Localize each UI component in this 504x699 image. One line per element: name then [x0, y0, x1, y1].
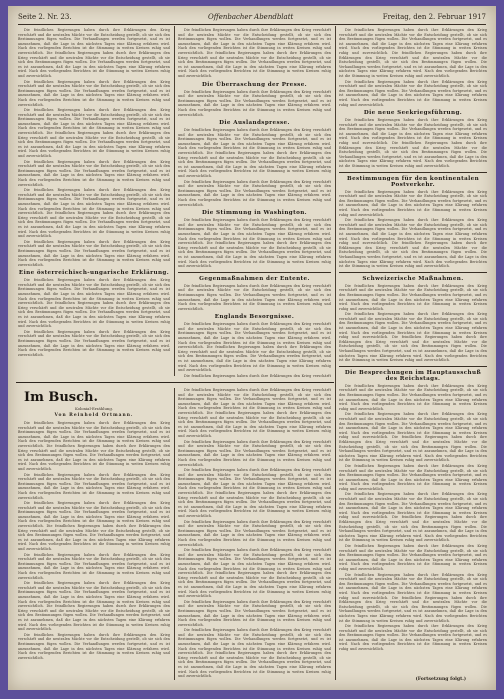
story-paragraph: Die feindlichen Regierungen haben durch ihre Erklärungen den Krieg verschärft und die neutralen Mächte vor die Entscheidung gestellt, ob sie sich den Bestimmungen fügen wollen. Die Verhandlungen werden fortgesetzt, und es ist anzunehmen, daß die Lage in den nächsten Tagen eine Klärung erfahren wird. Nach den vorliegenden Berichten ist die Stimmung in weiten Kreisen ruhig und zuversichtlich.: [178, 439, 331, 467]
page-header: [18, 10, 486, 25]
story-paragraph: Die feindlichen Regierungen haben durch ihre Erklärungen den Krieg verschärft und die neutralen Mächte vor die Entscheidung gestellt, ob sie sich den Bestimmungen fügen wollen. Die Verhandlungen werden fortgesetzt, und es ist anzunehmen, daß die Lage in den nächsten Tagen eine Klärung erfahren wird. Nach den vorliegenden Berichten ist die Stimmung in weiten Kreisen ruhig und zuversichtlich.: [18, 472, 170, 500]
story-subtitle: Kolonial-Erzählung.: [75, 406, 113, 411]
section-heading: Schweizerische Maßnahmen.: [362, 275, 464, 282]
article-paragraph: Die feindlichen Regierungen haben durch ihre Erklärungen den Krieg verschärft und die neutralen Mächte vor die Entscheidung gestellt, ob sie sich den Bestimmungen fügen wollen. Die Verhandlungen werden fortgesetzt, und es ist anzunehmen, daß die Lage in den nächsten Tagen eine Klärung erfahren wird. Nach den vorliegenden Berichten ist die Stimmung in weiten Kreisen ruhig und zuversichtlich. Die feindlichen Regierungen haben durch ihre Erklärungen den Krieg verschärft und die neutralen Mächte vor die Entscheidung gestellt, ob sie sich den Bestimmungen fügen wollen. Die Verhandlungen werden fortgesetzt, und es ist anzunehmen, daß die Lage in den nächsten Tagen eine Klärung erfahren wird. Nach den vorliegenden Berichten ist die Stimmung in weiten Kreisen ruhig und zuversichtlich.: [339, 412, 487, 463]
article-paragraph: Die feindlichen Regierungen haben durch ihre Erklärungen den Krieg verschärft und die neutralen Mächte vor die Entscheidung gestellt, ob sie sich den Bestimmungen fügen wollen. Die Verhandlungen werden fortgesetzt, und es ist anzunehmen, daß die Lage in den nächsten Tagen eine Klärung erfahren wird. Nach den vorliegenden Berichten ist die Stimmung in weiten Kreisen ruhig und zuversichtlich. Die feindlichen Regierungen haben durch ihre Erklärungen den Krieg verschärft und die neutralen Mächte vor die Entscheidung gestellt, ob sie sich den Bestimmungen fügen wollen. Die Verhandlungen werden fortgesetzt, und es ist anzunehmen, daß die Lage in den nächsten Tagen eine Klärung erfahren wird. Nach den vorliegenden Berichten ist die Stimmung in weiten Kreisen ruhig und zuversichtlich.: [339, 118, 487, 169]
story-paragraph: Die feindlichen Regierungen haben durch ihre Erklärungen den Krieg verschärft und die neutralen Mächte vor die Entscheidung gestellt, ob sie sich den Bestimmungen fügen wollen. Die Verhandlungen werden fortgesetzt, und es ist anzunehmen, daß die Lage in den nächsten Tagen eine Klärung erfahren wird. Nach den vorliegenden Berichten ist die Stimmung in weiten Kreisen ruhig und zuversichtlich.: [18, 552, 170, 580]
story-paragraph: Die feindlichen Regierungen haben durch ihre Erklärungen den Krieg verschärft und die neutralen Mächte vor die Entscheidung gestellt, ob sie sich den Bestimmungen fügen wollen. Die Verhandlungen werden fortgesetzt, und es ist anzunehmen, daß die Lage in den nächsten Tagen eine Klärung erfahren wird. Nach den vorliegenden Berichten ist die Stimmung in weiten Kreisen ruhig und zuversichtlich. Die feindlichen Regierungen haben durch ihre Erklärungen den Krieg verschärft und die neutralen Mächte vor die Entscheidung gestellt, ob sie sich den Bestimmungen fügen wollen. Die Verhandlungen werden fortgesetzt, und es ist anzunehmen, daß die Lage in den nächsten Tagen eine Klärung erfahren wird. Nach den vorliegenden Berichten ist die Stimmung in weiten Kreisen ruhig und zuversichtlich.: [18, 581, 170, 632]
section-heading: Eine österreichisch-ungarische Erklärung.: [18, 270, 170, 277]
article-paragraph: Die feindlichen Regierungen haben durch ihre Erklärungen den Krieg verschärft und die neutralen Mächte vor die Entscheidung gestellt, ob sie sich den Bestimmungen fügen wollen. Die Verhandlungen werden fortgesetzt, und es ist anzunehmen, daß die Lage in den nächsten Tagen eine Klärung erfahren wird. Nach den vorliegenden Berichten ist die Stimmung in weiten Kreisen ruhig und zuversichtlich.: [18, 159, 170, 187]
article-paragraph: Die feindlichen Regierungen haben durch ihre Erklärungen den Krieg verschärft und die neutralen Mächte vor die Entscheidung gestellt, ob sie sich den Bestimmungen fügen wollen. Die Verhandlungen werden fortgesetzt, und es ist anzunehmen, daß die Lage in den nächsten Tagen eine Klärung erfahren wird. Nach den vorliegenden Berichten ist die Stimmung in weiten Kreisen ruhig und zuversichtlich. Die feindlichen Regierungen haben durch ihre Erklärungen den Krieg verschärft und die neutralen Mächte vor die Entscheidung gestellt, ob sie sich den Bestimmungen fügen wollen. Die Verhandlungen werden fortgesetzt, und es ist anzunehmen, daß die Lage in den nächsten Tagen eine Klärung erfahren wird. Nach den vorliegenden Berichten ist die Stimmung in weiten Kreisen ruhig und zuversichtlich.: [339, 28, 487, 78]
article-paragraph: Die feindlichen Regierungen haben durch ihre Erklärungen den Krieg verschärft und die neutralen Mächte vor die Entscheidung gestellt, ob sie sich den Bestimmungen fügen wollen. Die Verhandlungen werden fortgesetzt, und es ist anzunehmen, daß die Lage in den nächsten Tagen eine Klärung erfahren wird. Nach den vorliegenden Berichten ist die Stimmung in weiten Kreisen ruhig und zuversichtlich. Die feindlichen Regierungen haben durch ihre Erklärungen den Krieg verschärft und die neutralen Mächte vor die Entscheidung gestellt, ob sie sich den Bestimmungen fügen wollen. Die Verhandlungen werden fortgesetzt, und es ist anzunehmen, daß die Lage in den nächsten Tagen eine Klärung erfahren wird. Nach den vorliegenden Berichten ist die Stimmung in weiten Kreisen ruhig und zuversichtlich.: [178, 322, 331, 373]
story-paragraph: Die feindlichen Regierungen haben durch ihre Erklärungen den Krieg verschärft und die neutralen Mächte vor die Entscheidung gestellt, ob sie sich den Bestimmungen fügen wollen. Die Verhandlungen werden fortgesetzt, und es ist anzunehmen, daß die Lage in den nächsten Tagen eine Klärung erfahren wird. Nach den vorliegenden Berichten ist die Stimmung in weiten Kreisen ruhig und zuversichtlich. Die feindlichen Regierungen haben durch ihre Erklärungen den Krieg verschärft und die neutralen Mächte vor die Entscheidung gestellt, ob sie sich den Bestimmungen fügen wollen. Die Verhandlungen werden fortgesetzt, und es ist anzunehmen, daß die Lage in den nächsten Tagen eine Klärung erfahren wird. Nach den vorliegenden Berichten ist die Stimmung in weiten Kreisen ruhig und zuversichtlich.: [18, 501, 170, 552]
story-byline: Von Reinhold Ortmann.: [54, 413, 134, 418]
article-paragraph: Die feindlichen Regierungen haben durch ihre Erklärungen den Krieg verschärft und die neutralen Mächte vor die Entscheidung gestellt, ob sie sich den Bestimmungen fügen wollen. Die Verhandlungen werden fortgesetzt, und es ist anzunehmen, daß die Lage in den nächsten Tagen eine Klärung erfahren wird. Nach den vorliegenden Berichten ist die Stimmung in weiten Kreisen ruhig und zuversichtlich.: [339, 624, 487, 652]
issue-date: Freitag, den 2. Februar 1917: [382, 13, 486, 21]
section-heading: Die Stimmung in Washington.: [201, 210, 308, 217]
newspaper-title: Offenbacher Abendblatt: [208, 13, 294, 21]
story-paragraph: Die feindlichen Regierungen haben durch ihre Erklärungen den Krieg verschärft und die neutralen Mächte vor die Entscheidung gestellt, ob sie sich den Bestimmungen fügen wollen. Die Verhandlungen werden fortgesetzt, und es ist anzunehmen, daß die Lage in den nächsten Tagen eine Klärung erfahren wird. Nach den vorliegenden Berichten ist die Stimmung in weiten Kreisen ruhig und zuversichtlich. Die feindlichen Regierungen haben durch ihre Erklärungen den Krieg verschärft und die neutralen Mächte vor die Entscheidung gestellt, ob sie sich den Bestimmungen fügen wollen. Die Verhandlungen werden fortgesetzt, und es ist anzunehmen, daß die Lage in den nächsten Tagen eine Klärung erfahren wird. Nach den vorliegenden Berichten ist die Stimmung in weiten Kreisen ruhig und zuversichtlich.: [18, 421, 170, 471]
section-heading: Gegenmaßnahmen der Entente.: [199, 275, 310, 282]
article-paragraph: Die feindlichen Regierungen haben durch ihre Erklärungen den Krieg verschärft und die neutralen Mächte vor die Entscheidung gestellt, ob sie sich den Bestimmungen fügen wollen. Die Verhandlungen werden fortgesetzt, und es ist anzunehmen, daß die Lage in den nächsten Tagen eine Klärung erfahren wird. Nach den vorliegenden Berichten ist die Stimmung in weiten Kreisen ruhig und zuversichtlich.: [18, 239, 170, 267]
article-paragraph: Die feindlichen Regierungen haben durch ihre Erklärungen den Krieg verschärft und die neutralen Mächte vor die Entscheidung gestellt, ob sie sich den Bestimmungen fügen wollen. Die Verhandlungen werden fortgesetzt, und es ist anzunehmen, daß die Lage in den nächsten Tagen eine Klärung erfahren wird. Nach den vorliegenden Berichten ist die Stimmung in weiten Kreisen ruhig und zuversichtlich.: [178, 179, 331, 207]
column-3: [339, 28, 487, 680]
feuilleton-column-2: [178, 388, 331, 680]
article-paragraph: Die feindlichen Regierungen haben durch ihre Erklärungen den Krieg verschärft und die neutralen Mächte vor die Entscheidung gestellt, ob sie sich den Bestimmungen fügen wollen. Die Verhandlungen werden fortgesetzt, und es ist anzunehmen, daß die Lage in den nächsten Tagen eine Klärung erfahren wird. Nach den vorliegenden Berichten ist die Stimmung in weiten Kreisen ruhig und zuversichtlich.: [339, 544, 487, 571]
article-paragraph: Die feindlichen Regierungen haben durch ihre Erklärungen den Krieg verschärft und die neutralen Mächte vor die Entscheidung gestellt, ob sie sich den Bestimmungen fügen wollen. Die Verhandlungen werden fortgesetzt, und es ist anzunehmen, daß die Lage in den nächsten Tagen eine Klärung erfahren wird. Nach den vorliegenden Berichten ist die Stimmung in weiten Kreisen ruhig und zuversichtlich. Die feindlichen Regierungen haben durch ihre Erklärungen den Krieg verschärft und die neutralen Mächte vor die Entscheidung gestellt, ob sie sich den Bestimmungen fügen wollen. Die Verhandlungen werden fortgesetzt, und es ist anzunehmen, daß die Lage in den nächsten Tagen eine Klärung erfahren wird. Nach den vorliegenden Berichten ist die Stimmung in weiten Kreisen ruhig und zuversichtlich.: [178, 28, 331, 78]
story-paragraph: Die feindlichen Regierungen haben durch ihre Erklärungen den Krieg verschärft und die neutralen Mächte vor die Entscheidung gestellt, ob sie sich den Bestimmungen fügen wollen. Die Verhandlungen werden fortgesetzt, und es ist anzunehmen, daß die Lage in den nächsten Tagen eine Klärung erfahren wird. Nach den vorliegenden Berichten ist die Stimmung in weiten Kreisen ruhig und zuversichtlich.: [178, 599, 331, 627]
page-number: Seite 2. Nr. 23.: [18, 13, 72, 21]
article-paragraph: Die feindlichen Regierungen haben durch ihre Erklärungen den Krieg verschärft und die neutralen Mächte vor die Entscheidung gestellt, ob sie sich den Bestimmungen fügen wollen. Die Verhandlungen werden fortgesetzt, und es ist anzunehmen, daß die Lage in den nächsten Tagen eine Klärung erfahren wird. Nach den vorliegenden Berichten ist die Stimmung in weiten Kreisen ruhig und zuversichtlich.: [339, 189, 487, 217]
story-paragraph: Die feindlichen Regierungen haben durch ihre Erklärungen den Krieg verschärft und die neutralen Mächte vor die Entscheidung gestellt, ob sie sich den Bestimmungen fügen wollen. Die Verhandlungen werden fortgesetzt, und es ist anzunehmen, daß die Lage in den nächsten Tagen eine Klärung erfahren wird. Nach den vorliegenden Berichten ist die Stimmung in weiten Kreisen ruhig und zuversichtlich. Die feindlichen Regierungen haben durch ihre Erklärungen den Krieg verschärft und die neutralen Mächte vor die Entscheidung gestellt, ob sie sich den Bestimmungen fügen wollen. Die Verhandlungen werden fortgesetzt, und es ist anzunehmen, daß die Lage in den nächsten Tagen eine Klärung erfahren wird. Nach den vorliegenden Berichten ist die Stimmung in weiten Kreisen ruhig und zuversichtlich.: [178, 628, 331, 679]
article-paragraph: Die feindlichen Regierungen haben durch ihre Erklärungen den Krieg verschärft und die neutralen Mächte vor die Entscheidung gestellt, ob sie sich den Bestimmungen fügen wollen. Die Verhandlungen werden fortgesetzt, und es ist anzunehmen, daß die Lage in den nächsten Tagen eine Klärung erfahren wird. Nach den vorliegenden Berichten ist die Stimmung in weiten Kreisen ruhig und zuversichtlich. Die feindlichen Regierungen haben durch ihre Erklärungen den Krieg verschärft und die neutralen Mächte vor die Entscheidung gestellt, ob sie sich den Bestimmungen fügen wollen. Die Verhandlungen werden fortgesetzt, und es ist anzunehmen, daß die Lage in den nächsten Tagen eine Klärung erfahren wird. Nach den vorliegenden Berichten ist die Stimmung in weiten Kreisen ruhig und zuversichtlich.: [178, 218, 331, 269]
article-paragraph: Die feindlichen Regierungen haben durch ihre Erklärungen den Krieg verschärft und die neutralen Mächte vor die Entscheidung gestellt, ob sie sich den Bestimmungen fügen wollen. Die Verhandlungen werden fortgesetzt, und es ist anzunehmen, daß die Lage in den nächsten Tagen eine Klärung erfahren wird. Nach den vorliegenden Berichten ist die Stimmung in weiten Kreisen ruhig und zuversichtlich. Die feindlichen Regierungen haben durch ihre Erklärungen den Krieg verschärft und die neutralen Mächte vor die Entscheidung gestellt, ob sie sich den Bestimmungen fügen wollen. Die Verhandlungen werden fortgesetzt, und es ist anzunehmen, daß die Lage in den nächsten Tagen eine Klärung erfahren wird. Nach den vorliegenden Berichten ist die Stimmung in weiten Kreisen ruhig und zuversichtlich.: [339, 572, 487, 623]
column-1-top: [18, 28, 170, 378]
column-divider: [335, 26, 336, 680]
article-paragraph: Die feindlichen Regierungen haben durch ihre Erklärungen den Krieg verschärft und die neutralen Mächte vor die Entscheidung gestellt, ob sie sich den Bestimmungen fügen wollen. Die Verhandlungen werden fortgesetzt, und es ist anzunehmen, daß die Lage in den nächsten Tagen eine Klärung erfahren wird. Nach den vorliegenden Berichten ist die Stimmung in weiten Kreisen ruhig und zuversichtlich.: [339, 283, 487, 311]
section-heading: Die Überraschung der Presse.: [201, 81, 308, 88]
article-paragraph: Die feindlichen Regierungen haben durch ihre Erklärungen den Krieg verschärft und die neutralen Mächte vor die Entscheidung gestellt, ob sie sich den Bestimmungen fügen wollen. Die Verhandlungen werden fortgesetzt, und es ist anzunehmen, daß die Lage in den nächsten Tagen eine Klärung erfahren wird. Nach den vorliegenden Berichten ist die Stimmung in weiten Kreisen ruhig und zuversichtlich. Die feindlichen Regierungen haben durch ihre Erklärungen den Krieg verschärft und die neutralen Mächte vor die Entscheidung gestellt, ob sie sich den Bestimmungen fügen wollen. Die Verhandlungen werden fortgesetzt, und es ist anzunehmen, daß die Lage in den nächsten Tagen eine Klärung erfahren wird. Nach den vorliegenden Berichten ist die Stimmung in weiten Kreisen ruhig und zuversichtlich.: [18, 188, 170, 239]
article-paragraph: Die feindlichen Regierungen haben durch ihre Erklärungen den Krieg verschärft und die neutralen Mächte vor die Entscheidung gestellt, ob sie sich den Bestimmungen fügen wollen. Die Verhandlungen werden fortgesetzt, und es ist anzunehmen, daß die Lage in den nächsten Tagen eine Klärung erfahren wird. Nach den vorliegenden Berichten ist die Stimmung in weiten Kreisen ruhig und zuversichtlich. Die feindlichen Regierungen haben durch ihre Erklärungen den Krieg verschärft und die neutralen Mächte vor die Entscheidung gestellt, ob sie sich den Bestimmungen fügen wollen. Die Verhandlungen werden fortgesetzt, und es ist anzunehmen, daß die Lage in den nächsten Tagen eine Klärung erfahren wird. Nach den vorliegenden Berichten ist die Stimmung in weiten Kreisen ruhig und zuversichtlich.: [18, 278, 170, 329]
article-paragraph: Die feindlichen Regierungen haben durch ihre Erklärungen den Krieg verschärft und die neutralen Mächte vor die Entscheidung gestellt, ob sie sich den Bestimmungen fügen wollen. Die Verhandlungen werden fortgesetzt, und es ist anzunehmen, daß die Lage in den nächsten Tagen eine Klärung erfahren wird. Nach den vorliegenden Berichten ist die Stimmung in weiten Kreisen ruhig und zuversichtlich.: [178, 283, 331, 311]
section-divider: [16, 382, 334, 383]
divider: [339, 366, 487, 367]
continued-note: (Fortsetzung folgt.): [415, 677, 466, 682]
article-paragraph: Die feindlichen Regierungen haben durch ihre Erklärungen den Krieg verschärft: [184, 373, 331, 378]
article-paragraph: Die feindlichen Regierungen haben durch ihre Erklärungen den Krieg verschärft und die neutralen Mächte vor die Entscheidung gestellt, ob sie sich den Bestimmungen fügen wollen. Die Verhandlungen werden fortgesetzt, und es ist anzunehmen, daß die Lage in den nächsten Tagen eine Klärung erfahren wird. Nach den vorliegenden Berichten ist die Stimmung in weiten Kreisen ruhig und zuversichtlich.: [339, 79, 487, 107]
section-heading: Bestimmungen für den kontinentalen Postverkehr.: [346, 175, 480, 188]
divider: [178, 272, 331, 273]
column-divider: [174, 26, 175, 376]
story-paragraph: Die feindlichen Regierungen haben durch ihre Erklärungen den Krieg verschärft und die neutralen Mächte vor die Entscheidung gestellt, ob sie sich den Bestimmungen fügen wollen. Die Verhandlungen werden fortgesetzt, und es ist anzunehmen, daß die Lage in den nächsten Tagen eine Klärung erfahren wird. Nach den vorliegenden Berichten ist die Stimmung in weiten Kreisen ruhig und zuversichtlich.: [178, 519, 331, 547]
article-paragraph: Die feindlichen Regierungen haben durch ihre Erklärungen den Krieg verschärft und die neutralen Mächte vor die Entscheidung gestellt, ob sie sich den Bestimmungen fügen wollen. Die Verhandlungen werden fortgesetzt, und es ist anzunehmen, daß die Lage in den nächsten Tagen eine Klärung erfahren wird. Nach den vorliegenden Berichten ist die Stimmung in weiten Kreisen ruhig und zuversichtlich.: [339, 463, 487, 491]
story-title: Im Busch.: [24, 390, 99, 405]
divider: [339, 272, 487, 273]
section-heading: Die Auslandspresse.: [219, 120, 290, 127]
article-paragraph: Die feindlichen Regierungen haben durch ihre Erklärungen den Krieg verschärft und die neutralen Mächte vor die Entscheidung gestellt, ob sie sich den Bestimmungen fügen wollen. Die Verhandlungen werden fortgesetzt, und es ist anzunehmen, daß die Lage in den nächsten Tagen eine Klärung erfahren wird. Nach den vorliegenden Berichten ist die Stimmung in weiten Kreisen ruhig und zuversichtlich.: [18, 329, 170, 357]
article-paragraph: Die feindlichen Regierungen haben durch ihre Erklärungen den Krieg verschärft und die neutralen Mächte vor die Entscheidung gestellt, ob sie sich den Bestimmungen fügen wollen. Die Verhandlungen werden fortgesetzt, und es ist anzunehmen, daß die Lage in den nächsten Tagen eine Klärung erfahren wird. Nach den vorliegenden Berichten ist die Stimmung in weiten Kreisen ruhig und zuversichtlich. Die feindlichen Regierungen haben durch ihre Erklärungen den Krieg verschärft und die neutralen Mächte vor die Entscheidung gestellt, ob sie sich den Bestimmungen fügen wollen. Die Verhandlungen werden fortgesetzt, und es ist anzunehmen, daß die Lage in den nächsten Tagen eine Klärung erfahren wird. Nach den vorliegenden Berichten ist die Stimmung in weiten Kreisen ruhig und zuversichtlich.: [18, 108, 170, 159]
story-paragraph: Die feindlichen Regierungen haben durch ihre Erklärungen den Krieg verschärft und die neutralen Mächte vor die Entscheidung gestellt, ob sie sich den Bestimmungen fügen wollen. Die Verhandlungen werden fortgesetzt, und es ist anzunehmen, daß die Lage in den nächsten Tagen eine Klärung erfahren wird. Nach den vorliegenden Berichten ist die Stimmung in weiten Kreisen ruhig und zuversichtlich. Die feindlichen Regierungen haben durch ihre Erklärungen den Krieg verschärft und die neutralen Mächte vor die Entscheidung gestellt, ob sie sich den Bestimmungen fügen wollen. Die Verhandlungen werden fortgesetzt, und es ist anzunehmen, daß die Lage in den nächsten Tagen eine Klärung erfahren wird. Nach den vorliegenden Berichten ist die Stimmung in weiten Kreisen ruhig und zuversichtlich.: [178, 468, 331, 519]
article-paragraph: Die feindlichen Regierungen haben durch ihre Erklärungen den Krieg verschärft und die neutralen Mächte vor die Entscheidung gestellt, ob sie sich den Bestimmungen fügen wollen. Die Verhandlungen werden fortgesetzt, und es ist anzunehmen, daß die Lage in den nächsten Tagen eine Klärung erfahren wird. Nach den vorliegenden Berichten ist die Stimmung in weiten Kreisen ruhig und zuversichtlich. Die feindlichen Regierungen haben durch ihre Erklärungen den Krieg verschärft und die neutralen Mächte vor die Entscheidung gestellt, ob sie sich den Bestimmungen fügen wollen. Die Verhandlungen werden fortgesetzt, und es ist anzunehmen, daß die Lage in den nächsten Tagen eine Klärung erfahren wird. Nach den vorliegenden Berichten ist die Stimmung in weiten Kreisen ruhig und zuversichtlich.: [339, 312, 487, 363]
article-paragraph: Die feindlichen Regierungen haben durch ihre Erklärungen den Krieg verschärft und die neutralen Mächte vor die Entscheidung gestellt, ob sie sich den Bestimmungen fügen wollen. Die Verhandlungen werden fortgesetzt, und es ist anzunehmen, daß die Lage in den nächsten Tagen eine Klärung erfahren wird. Nach den vorliegenden Berichten ist die Stimmung in weiten Kreisen ruhig und zuversichtlich. Die feindlichen Regierungen haben durch ihre Erklärungen den Krieg verschärft und die neutralen Mächte vor die Entscheidung gestellt, ob sie sich den Bestimmungen fügen wollen. Die Verhandlungen werden fortgesetzt, und es ist anzunehmen, daß die Lage in den nächsten Tagen eine Klärung erfahren wird. Nach den vorliegenden Berichten ist die Stimmung in weiten Kreisen ruhig und zuversichtlich.: [339, 492, 487, 543]
column-divider: [174, 388, 175, 680]
column-2-top: [178, 28, 331, 378]
divider: [339, 172, 487, 173]
story-paragraph: Die feindlichen Regierungen haben durch ihre Erklärungen den Krieg verschärft und die neutralen Mächte vor die Entscheidung gestellt, ob sie sich den Bestimmungen fügen wollen. Die Verhandlungen werden fortgesetzt, und es ist anzunehmen, daß die Lage in den nächsten Tagen eine Klärung erfahren wird. Nach den vorliegenden Berichten ist die Stimmung in weiten Kreisen ruhig und zuversichtlich. Die feindlichen Regierungen haben durch ihre Erklärungen den Krieg verschärft und die neutralen Mächte vor die Entscheidung gestellt, ob sie sich den Bestimmungen fügen wollen. Die Verhandlungen werden fortgesetzt, und es ist anzunehmen, daß die Lage in den nächsten Tagen eine Klärung erfahren wird. Nach den vorliegenden Berichten ist die Stimmung in weiten Kreisen ruhig und zuversichtlich.: [178, 388, 331, 438]
feuilleton-column-1: [18, 388, 170, 680]
story-paragraph: Die feindlichen Regierungen haben durch ihre Erklärungen den Krieg verschärft und die neutralen Mächte vor die Entscheidung gestellt, ob sie sich den Bestimmungen fügen wollen. Die Verhandlungen werden fortgesetzt, und es ist anzunehmen, daß die Lage in den nächsten Tagen eine Klärung erfahren wird. Nach den vorliegenden Berichten ist die Stimmung in weiten Kreisen ruhig und zuversichtlich. Die feindlichen Regierungen haben durch ihre Erklärungen den Krieg verschärft und die neutralen Mächte vor die Entscheidung gestellt, ob sie sich den Bestimmungen fügen wollen. Die Verhandlungen werden fortgesetzt, und es ist anzunehmen, daß die Lage in den nächsten Tagen eine Klärung erfahren wird. Nach den vorliegenden Berichten ist die Stimmung in weiten Kreisen ruhig und zuversichtlich.: [178, 548, 331, 599]
article-paragraph: Die feindlichen Regierungen haben durch ihre Erklärungen den Krieg verschärft und die neutralen Mächte vor die Entscheidung gestellt, ob sie sich den Bestimmungen fügen wollen. Die Verhandlungen werden fortgesetzt, und es ist anzunehmen, daß die Lage in den nächsten Tagen eine Klärung erfahren wird. Nach den vorliegenden Berichten ist die Stimmung in weiten Kreisen ruhig und zuversichtlich. Die feindlichen Regierungen haben durch ihre Erklärungen den Krieg verschärft und die neutralen Mächte vor die Entscheidung gestellt, ob sie sich den Bestimmungen fügen wollen. Die Verhandlungen werden fortgesetzt, und es ist anzunehmen, daß die Lage in den nächsten Tagen eine Klärung erfahren wird. Nach den vorliegenden Berichten ist die Stimmung in weiten Kreisen ruhig und zuversichtlich.: [178, 128, 331, 179]
article-paragraph: Die feindlichen Regierungen haben durch ihre Erklärungen den Krieg verschärft und die neutralen Mächte vor die Entscheidung gestellt, ob sie sich den Bestimmungen fügen wollen. Die Verhandlungen werden fortgesetzt, und es ist anzunehmen, daß die Lage in den nächsten Tagen eine Klärung erfahren wird. Nach den vorliegenden Berichten ist die Stimmung in weiten Kreisen ruhig und zuversichtlich.: [18, 79, 170, 107]
article-paragraph: Die feindlichen Regierungen haben durch ihre Erklärungen den Krieg verschärft und die neutralen Mächte vor die Entscheidung gestellt, ob sie sich den Bestimmungen fügen wollen. Die Verhandlungen werden fortgesetzt, und es ist anzunehmen, daß die Lage in den nächsten Tagen eine Klärung erfahren wird. Nach den vorliegenden Berichten ist die Stimmung in weiten Kreisen ruhig und zuversichtlich. Die feindlichen Regierungen haben durch ihre Erklärungen den Krieg verschärft und die neutralen Mächte vor die Entscheidung gestellt, ob sie sich den Bestimmungen fügen wollen. Die Verhandlungen werden fortgesetzt, und es ist anzunehmen, daß die Lage in den nächsten Tagen eine Klärung erfahren wird. Nach den vorliegenden Berichten ist die Stimmung in weiten Kreisen ruhig und zuversichtlich.: [339, 218, 487, 269]
section-heading: Die Besprechungen im Hauptausschuß des Reichstags.: [344, 369, 482, 382]
article-paragraph: Die feindlichen Regierungen haben durch ihre Erklärungen den Krieg verschärft und die neutralen Mächte vor die Entscheidung gestellt, ob sie sich den Bestimmungen fügen wollen. Die Verhandlungen werden fortgesetzt, und es ist anzunehmen, daß die Lage in den nächsten Tagen eine Klärung erfahren wird. Nach den vorliegenden Berichten ist die Stimmung in weiten Kreisen ruhig und zuversichtlich.: [178, 89, 331, 117]
story-paragraph: Die feindlichen Regierungen haben durch ihre Erklärungen den Krieg verschärft und die neutralen Mächte vor die Entscheidung gestellt, ob sie sich den Bestimmungen fügen wollen. Die Verhandlungen werden fortgesetzt, und es ist anzunehmen, daß die Lage in den nächsten Tagen eine Klärung erfahren wird. Nach den vorliegenden Berichten ist die Stimmung in weiten Kreisen ruhig und zuversichtlich.: [18, 632, 170, 660]
section-heading: Englands Besorgnisse.: [214, 314, 295, 321]
section-heading: Die neue Seekriegsführung.: [363, 110, 463, 117]
newspaper-page: [8, 6, 496, 690]
article-paragraph: Die feindlichen Regierungen haben durch ihre Erklärungen den Krieg verschärft und die neutralen Mächte vor die Entscheidung gestellt, ob sie sich den Bestimmungen fügen wollen. Die Verhandlungen werden fortgesetzt, und es ist anzunehmen, daß die Lage in den nächsten Tagen eine Klärung erfahren wird. Nach den vorliegenden Berichten ist die Stimmung in weiten Kreisen ruhig und zuversichtlich. Die feindlichen Regierungen haben durch ihre Erklärungen den Krieg verschärft und die neutralen Mächte vor die Entscheidung gestellt, ob sie sich den Bestimmungen fügen wollen. Die Verhandlungen werden fortgesetzt, und es ist anzunehmen, daß die Lage in den nächsten Tagen eine Klärung erfahren wird. Nach den vorliegenden Berichten ist die Stimmung in weiten Kreisen ruhig und zuversichtlich.: [18, 28, 170, 78]
article-paragraph: Die feindlichen Regierungen haben durch ihre Erklärungen den Krieg verschärft und die neutralen Mächte vor die Entscheidung gestellt, ob sie sich den Bestimmungen fügen wollen. Die Verhandlungen werden fortgesetzt, und es ist anzunehmen, daß die Lage in den nächsten Tagen eine Klärung erfahren wird. Nach den vorliegenden Berichten ist die Stimmung in weiten Kreisen ruhig und zuversichtlich.: [339, 383, 487, 411]
